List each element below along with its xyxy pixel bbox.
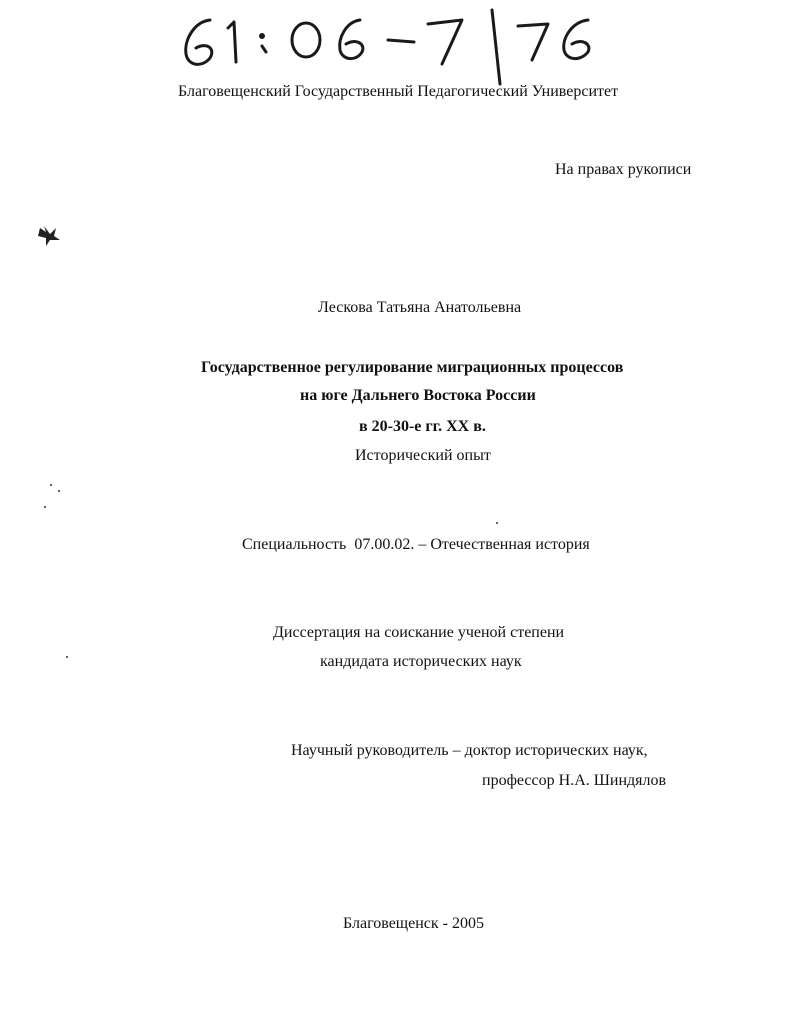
dissertation-line-1: Диссертация на соискание ученой степени (273, 624, 565, 641)
supervisor-line-2: профессор Н.А. Шиндялов (482, 772, 667, 789)
university-name: Благовещенский Государственный Педагогический Университет (178, 83, 619, 100)
scan-speck (66, 656, 68, 658)
specialty: Специальность 07.00.02. – Отечественная история (242, 536, 590, 553)
title-line-2: на юге Дальнего Востока России (300, 387, 536, 404)
manuscript-note: На правах рукописи (555, 161, 692, 178)
title-line-3: в 20-30-е гг. XX в. (359, 418, 486, 435)
scan-speck (50, 484, 52, 486)
handwritten-archive-code (170, 6, 620, 86)
title-subtitle: Исторический опыт (355, 447, 491, 464)
margin-stamp-mark (36, 222, 62, 248)
scan-speck (44, 506, 46, 508)
author-name: Лескова Татьяна Анатольевна (318, 299, 522, 316)
dissertation-line-2: кандидата исторических наук (320, 653, 522, 670)
city-year: Благовещенск - 2005 (343, 915, 484, 932)
supervisor-line-1: Научный руководитель – доктор исторических наук, (291, 742, 648, 759)
title-line-1: Государственное регулирование миграционных процессов (201, 359, 624, 376)
scan-speck (58, 490, 60, 492)
scan-speck (496, 522, 498, 524)
